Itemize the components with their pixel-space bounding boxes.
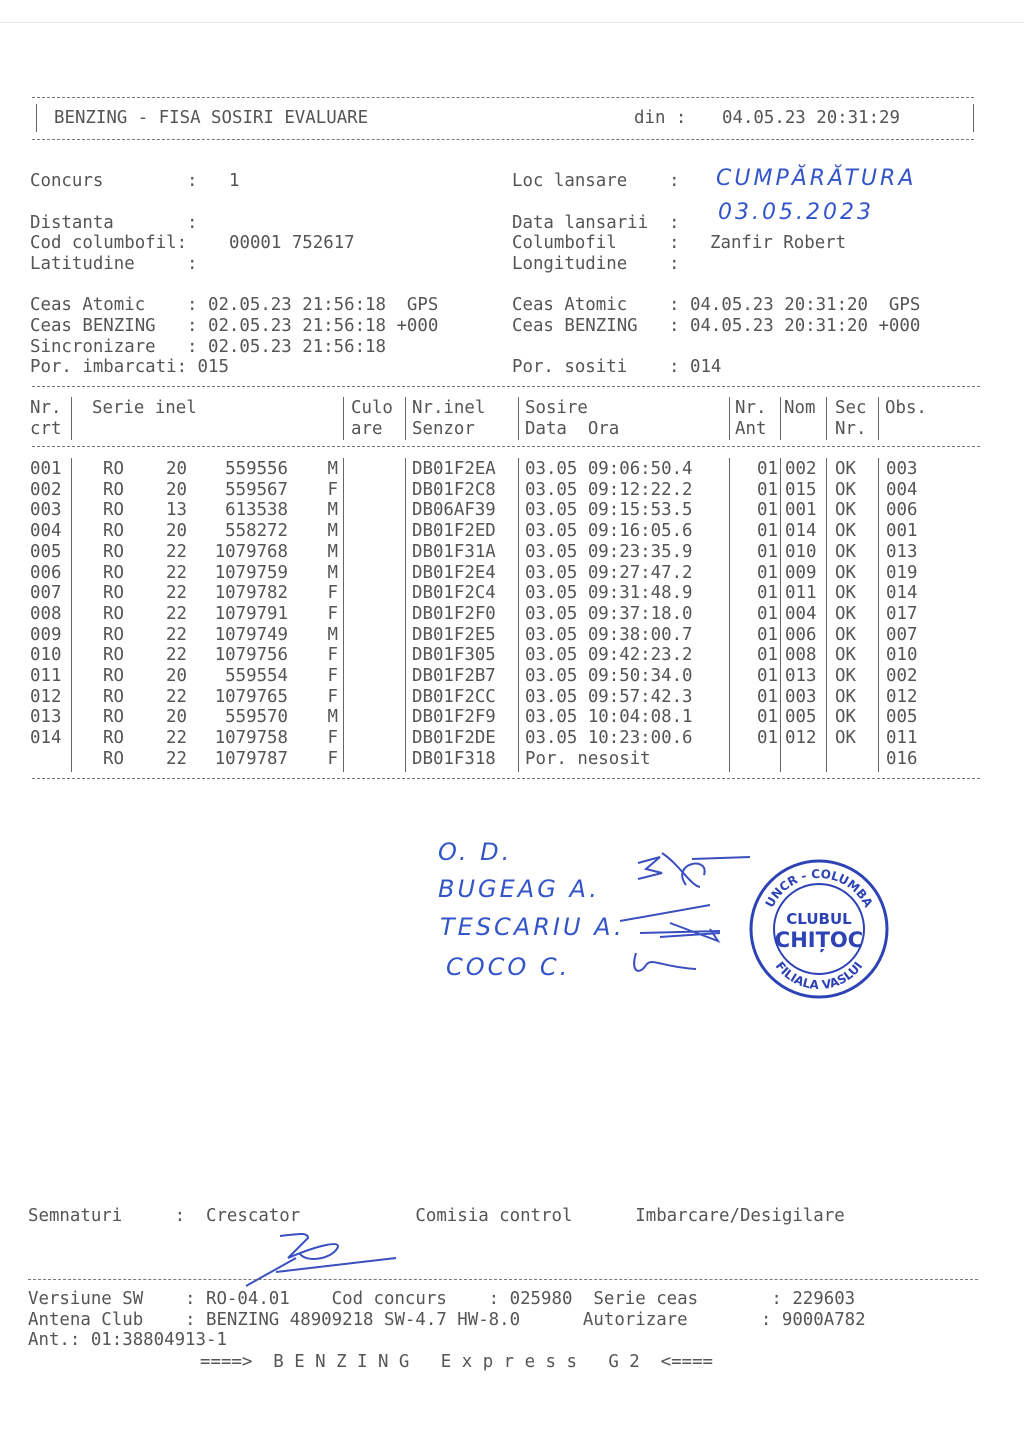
cell-sec: OK — [835, 583, 856, 604]
cell-tara: RO — [103, 666, 124, 686]
distanta-label: Distanta : — [30, 213, 198, 233]
cell-senzor: DB01F318 — [412, 748, 496, 769]
ceas-atomic-start: Ceas Atomic : 02.05.23 21:56:18 GPS — [30, 295, 439, 315]
cell-sex: M — [327, 562, 338, 583]
cell-senzor: DB01F2C8 — [412, 479, 496, 500]
cell-inel: 559570 — [225, 707, 288, 728]
cell-nr: 006 — [30, 562, 62, 583]
header-top-rule — [32, 97, 974, 98]
cell-inel: 559567 — [225, 479, 288, 500]
cell-sex: F — [327, 583, 338, 604]
cell-nr: 005 — [30, 541, 62, 562]
cell-obs: 007 — [886, 624, 918, 645]
latitudine-label: Latitudine : — [30, 254, 198, 274]
cell-sec: OK — [835, 541, 856, 562]
cell-inel: 1079765 — [214, 686, 288, 707]
crescator-signature — [236, 1228, 406, 1292]
cell-senzor: DB01F2C4 — [412, 583, 496, 604]
cell-tara: RO — [103, 707, 124, 728]
cell-ant: 01 — [757, 686, 778, 707]
benzing-express-banner: ====> B E N Z I N G E x p r e s s G 2 <==== — [200, 1352, 714, 1372]
cell-sosire: 03.05 09:57:42.3 — [525, 686, 693, 707]
col-sep — [518, 458, 519, 772]
ceas-atomic-end: Ceas Atomic : 04.05.23 20:31:20 GPS — [512, 295, 921, 315]
sincronizare: Sincronizare : 02.05.23 21:56:18 — [30, 337, 386, 357]
cell-obs: 006 — [886, 500, 918, 521]
cell-sec: OK — [835, 479, 856, 500]
th-sosire: Sosire — [525, 398, 588, 418]
cell-sec: OK — [835, 521, 856, 542]
cell-nom: 010 — [785, 541, 817, 562]
cell-obs: 005 — [886, 707, 918, 728]
cell-obs: 003 — [886, 459, 918, 479]
cell-tara: RO — [103, 728, 124, 749]
stamp-seal-icon — [748, 858, 890, 1000]
col-sep — [729, 458, 730, 772]
cell-sex: F — [327, 603, 338, 624]
cell-nom: 011 — [785, 583, 817, 604]
page-title: BENZING - FISA SOSIRI EVALUARE — [54, 108, 369, 128]
cell-sec: OK — [835, 562, 856, 583]
cell-an: 22 — [166, 748, 187, 769]
cell-sosire: 03.05 09:16:05.6 — [525, 521, 693, 542]
col-sep — [71, 458, 72, 772]
cell-sex: M — [327, 541, 338, 562]
th-obs: Obs. — [885, 398, 927, 418]
cell-tara: RO — [103, 624, 124, 645]
cell-nr: 014 — [30, 728, 62, 749]
cell-obs: 001 — [886, 521, 918, 542]
cell-senzor: DB01F2F9 — [412, 707, 496, 728]
cell-sosire: 03.05 09:37:18.0 — [525, 603, 693, 624]
cell-sec: OK — [835, 500, 856, 521]
cell-tara: RO — [103, 603, 124, 624]
versiune-line: Versiune SW : RO-04.01 Cod concurs : 025980 Serie ceas : 229603 — [28, 1289, 856, 1309]
data-lansarii-value: 03.05.2023 — [718, 200, 874, 225]
cell-nom: 009 — [785, 562, 817, 583]
col-sep — [780, 458, 781, 772]
cell-sex: M — [327, 521, 338, 542]
cell-tara: RO — [103, 479, 124, 500]
col-sep — [878, 458, 879, 772]
cell-ant: 01 — [757, 541, 778, 562]
cell-sex: M — [327, 459, 338, 479]
cell-ant: 01 — [757, 645, 778, 666]
stamp-top-text: UNCR - COLUMBA — [762, 866, 876, 910]
cell-sec: OK — [835, 686, 856, 707]
cell-obs: 011 — [886, 728, 918, 749]
cell-tara: RO — [103, 521, 124, 542]
cell-nom: 004 — [785, 603, 817, 624]
cell-sosire: 03.05 10:23:00.6 — [525, 728, 693, 749]
cell-inel: 1079787 — [214, 748, 288, 769]
cell-ant: 01 — [757, 479, 778, 500]
cell-an: 22 — [166, 728, 187, 749]
cell-sex: M — [327, 624, 338, 645]
header-left-border — [36, 104, 37, 132]
cell-sosire: 03.05 09:42:23.2 — [525, 645, 693, 666]
col-sep — [71, 397, 72, 440]
data-lansarii-label: Data lansarii : — [512, 213, 680, 233]
cell-obs: 016 — [886, 748, 918, 769]
col-sep — [780, 397, 781, 440]
th-culoare: are — [351, 419, 383, 439]
cell-sosire: 03.05 09:12:22.2 — [525, 479, 693, 500]
cell-an: 20 — [166, 479, 187, 500]
cell-obs: 004 — [886, 479, 918, 500]
signature-line-3: TESCARIU A. — [440, 913, 625, 941]
loc-lansare-value: CUMPĂRĂTURA — [716, 166, 917, 191]
th-nr-ant: Nr. — [735, 398, 767, 418]
cell-nom: 008 — [785, 645, 817, 666]
cell-an: 13 — [166, 500, 187, 521]
cell-ant: 01 — [757, 707, 778, 728]
ceas-benzing-start: Ceas BENZING : 02.05.23 21:56:18 +000 — [30, 316, 439, 336]
cell-ant: 01 — [757, 500, 778, 521]
semnaturi-line: Semnaturi : Crescator Comisia control Imbarcare/Desigilare — [28, 1206, 845, 1226]
ant-line: Ant.: 01:38804913-1 — [28, 1330, 227, 1350]
cell-ant: 01 — [757, 624, 778, 645]
cell-tara: RO — [103, 562, 124, 583]
cell-nr: 004 — [30, 521, 62, 542]
cell-nom: 001 — [785, 500, 817, 521]
cell-an: 22 — [166, 686, 187, 707]
th-nom: Nom — [784, 398, 816, 418]
signature-line-1: O. D. — [438, 838, 513, 866]
cell-ant: 01 — [757, 521, 778, 542]
antena-line: Antena Club : BENZING 48909218 SW-4.7 HW-8.0 Autorizare : 9000A782 — [28, 1310, 866, 1330]
cell-sex: F — [327, 686, 338, 707]
cell-an: 20 — [166, 459, 187, 479]
header-right-border — [973, 104, 974, 132]
cell-ant: 01 — [757, 459, 778, 479]
cell-nr: 008 — [30, 603, 62, 624]
table-bottom-rule — [32, 778, 980, 779]
concurs-label: Concurs : — [30, 171, 198, 191]
signature-line-2: BUGEAG A. — [438, 875, 600, 903]
cell-sosire: 03.05 09:27:47.2 — [525, 562, 693, 583]
cell-inel: 1079756 — [214, 645, 288, 666]
header-din-label: din : — [634, 108, 687, 128]
cell-tara: RO — [103, 541, 124, 562]
ceas-benzing-end: Ceas BENZING : 04.05.23 20:31:20 +000 — [512, 316, 921, 336]
cell-tara: RO — [103, 500, 124, 521]
cell-senzor: DB01F2DE — [412, 728, 496, 749]
th-senzor: Senzor — [412, 419, 475, 439]
cell-sosire: 03.05 09:15:53.5 — [525, 500, 693, 521]
cell-nr: 007 — [30, 583, 62, 604]
table-top-rule — [32, 386, 980, 387]
cell-senzor: DB01F305 — [412, 645, 496, 666]
cell-tara: RO — [103, 686, 124, 707]
th-nr-inel: Nr.inel — [412, 398, 486, 418]
cell-senzor: DB06AF39 — [412, 500, 496, 521]
cell-inel: 1079791 — [214, 603, 288, 624]
cell-sec: OK — [835, 666, 856, 686]
cell-senzor: DB01F2B7 — [412, 666, 496, 686]
cell-nom: 002 — [785, 459, 817, 479]
cell-sec: OK — [835, 459, 856, 479]
cell-an: 22 — [166, 562, 187, 583]
cell-sex: M — [327, 707, 338, 728]
cell-sosire: 03.05 09:50:34.0 — [525, 666, 693, 686]
table-header-rule — [32, 446, 980, 447]
cell-an: 20 — [166, 521, 187, 542]
cell-an: 20 — [166, 666, 187, 686]
cell-nom: 014 — [785, 521, 817, 542]
cell-inel: 613538 — [225, 500, 288, 521]
cell-an: 22 — [166, 645, 187, 666]
loc-lansare-label: Loc lansare : — [512, 171, 680, 191]
cell-an: 22 — [166, 541, 187, 562]
cell-nr: 003 — [30, 500, 62, 521]
cell-nom: 003 — [785, 686, 817, 707]
cell-tara: RO — [103, 645, 124, 666]
cell-nr: 009 — [30, 624, 62, 645]
col-sep — [518, 397, 519, 440]
cell-sex: F — [327, 748, 338, 769]
header-din-value: 04.05.23 20:31:29 — [722, 108, 900, 128]
cell-sex: M — [327, 500, 338, 521]
cell-obs: 010 — [886, 645, 918, 666]
cell-tara: RO — [103, 748, 124, 769]
th-sec-nr: Nr. — [835, 419, 867, 439]
cell-sex: F — [327, 666, 338, 686]
columbofil-label: Columbofil : — [512, 233, 680, 253]
cell-nr: 010 — [30, 645, 62, 666]
cell-an: 22 — [166, 583, 187, 604]
concurs-value: 1 — [229, 171, 240, 191]
col-sep — [878, 397, 879, 440]
cell-sosire: 03.05 09:31:48.9 — [525, 583, 693, 604]
por-sositi: Por. sositi : 014 — [512, 357, 722, 377]
cell-an: 20 — [166, 707, 187, 728]
stamp-bottom-text: FILIALA VASLUI — [772, 958, 866, 993]
cell-sec: OK — [835, 624, 856, 645]
cell-an: 22 — [166, 603, 187, 624]
th-serie: Serie inel — [92, 398, 197, 418]
cell-ant: 01 — [757, 666, 778, 686]
cell-sex: F — [327, 728, 338, 749]
cell-sosire: 03.05 10:04:08.1 — [525, 707, 693, 728]
cell-senzor: DB01F2E4 — [412, 562, 496, 583]
signature-line-4: COCO C. — [446, 953, 571, 981]
page-top-edge — [0, 22, 1024, 23]
cell-nr: 001 — [30, 459, 62, 479]
cell-tara: RO — [103, 459, 124, 479]
cell-inel: 1079759 — [214, 562, 288, 583]
stamp-center-2: CHIȚOC — [774, 928, 864, 952]
cell-obs: 012 — [886, 686, 918, 707]
cell-inel: 1079758 — [214, 728, 288, 749]
cell-inel: 1079768 — [214, 541, 288, 562]
th-nr: Nr. — [30, 398, 62, 418]
cell-sex: F — [327, 645, 338, 666]
th-culo: Culo — [351, 398, 393, 418]
cell-nom: 013 — [785, 666, 817, 686]
cell-sosire: 03.05 09:06:50.4 — [525, 459, 693, 479]
cell-nom: 005 — [785, 707, 817, 728]
col-sep — [405, 458, 406, 772]
th-crt: crt — [30, 419, 62, 439]
col-sep — [343, 458, 344, 772]
cell-sosire: Por. nesosit — [525, 748, 651, 769]
cell-sec: OK — [835, 603, 856, 624]
col-sep — [826, 458, 827, 772]
cell-nr: 002 — [30, 479, 62, 500]
cell-ant: 01 — [757, 562, 778, 583]
cell-nom: 006 — [785, 624, 817, 645]
columbofil-value: Zanfir Robert — [710, 233, 847, 253]
footer-rule — [28, 1279, 978, 1280]
cell-obs: 013 — [886, 541, 918, 562]
cell-inel: 558272 — [225, 521, 288, 542]
club-stamp — [748, 858, 890, 1000]
cell-nr: 013 — [30, 707, 62, 728]
por-imbarcati: Por. imbarcati: 015 — [30, 357, 229, 377]
cell-senzor: DB01F31A — [412, 541, 496, 562]
header-bottom-rule — [32, 139, 974, 140]
cell-sosire: 03.05 09:38:00.7 — [525, 624, 693, 645]
cell-nom: 015 — [785, 479, 817, 500]
cell-sec: OK — [835, 645, 856, 666]
cell-tara: RO — [103, 583, 124, 604]
th-ant: Ant — [735, 419, 767, 439]
cell-sec: OK — [835, 707, 856, 728]
cell-obs: 019 — [886, 562, 918, 583]
cell-inel: 559554 — [225, 666, 288, 686]
col-sep — [343, 397, 344, 440]
cell-sosire: 03.05 09:23:35.9 — [525, 541, 693, 562]
cell-obs: 017 — [886, 603, 918, 624]
cell-senzor: DB01F2EA — [412, 459, 496, 479]
cell-ant: 01 — [757, 583, 778, 604]
cell-senzor: DB01F2ED — [412, 521, 496, 542]
signature-scribbles — [600, 845, 760, 985]
col-sep — [729, 397, 730, 440]
cell-nr: 011 — [30, 666, 62, 686]
cell-senzor: DB01F2CC — [412, 686, 496, 707]
cell-ant: 01 — [757, 603, 778, 624]
cell-inel: 559556 — [225, 459, 288, 479]
col-sep — [826, 397, 827, 440]
cell-senzor: DB01F2F0 — [412, 603, 496, 624]
cod-columbofil-label: Cod columbofil: — [30, 233, 188, 253]
cell-obs: 014 — [886, 583, 918, 604]
cell-senzor: DB01F2E5 — [412, 624, 496, 645]
th-data-ora: Data Ora — [525, 419, 620, 439]
cell-inel: 1079749 — [214, 624, 288, 645]
cell-ant: 01 — [757, 728, 778, 749]
cell-sec: OK — [835, 728, 856, 749]
cod-columbofil-value: 00001 752617 — [229, 233, 355, 253]
cell-nom: 012 — [785, 728, 817, 749]
cell-inel: 1079782 — [214, 583, 288, 604]
cell-sex: F — [327, 479, 338, 500]
th-sec: Sec — [835, 398, 867, 418]
col-sep — [405, 397, 406, 440]
cell-obs: 002 — [886, 666, 918, 686]
longitudine-label: Longitudine : — [512, 254, 680, 274]
cell-nr: 012 — [30, 686, 62, 707]
stamp-center-1: CLUBUL — [786, 910, 852, 928]
cell-an: 22 — [166, 624, 187, 645]
